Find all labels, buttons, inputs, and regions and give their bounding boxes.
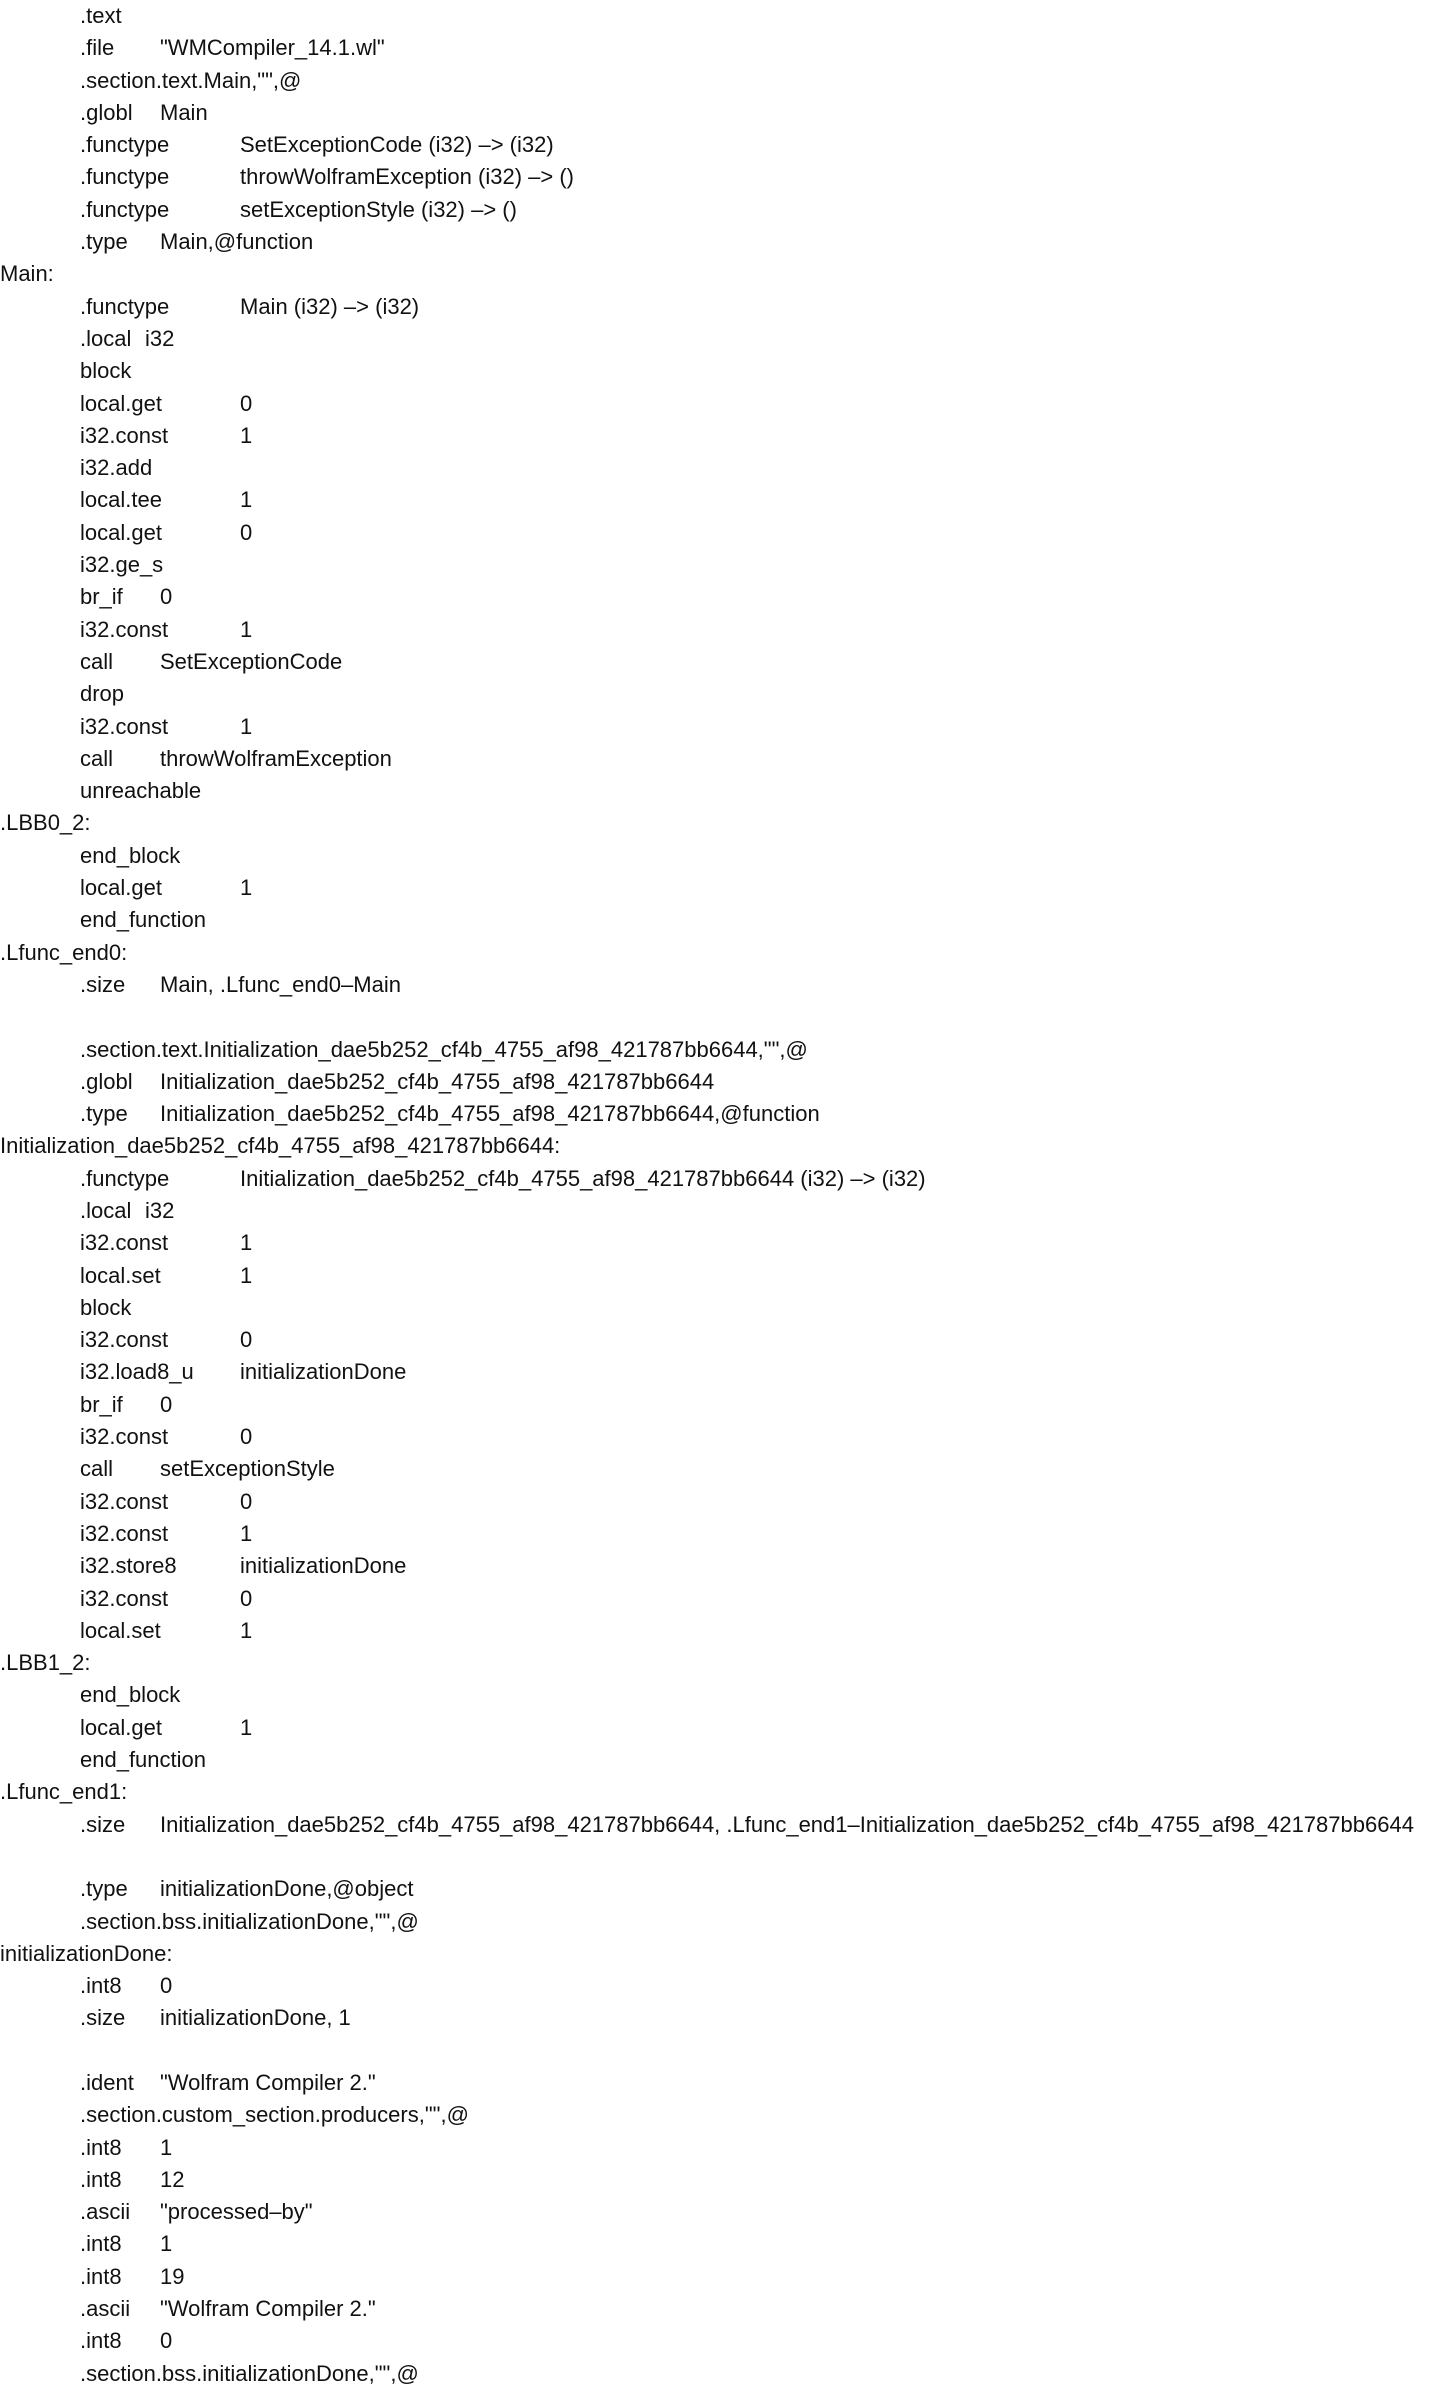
blank-line [0, 1001, 1452, 1033]
code-op: local.get [80, 390, 162, 416]
code-line [0, 2196, 1452, 2228]
code-line [0, 1260, 1452, 1292]
code-line [0, 1066, 1452, 1098]
code-op: .int8 [80, 2263, 122, 2289]
code-op: local.get [80, 519, 162, 545]
code-line [0, 840, 1452, 872]
code-op: local.get [80, 875, 162, 901]
code-line [0, 226, 1452, 258]
code-op: .functype [80, 1165, 170, 1191]
code-op: block [80, 358, 132, 384]
code-op: .functype [80, 164, 170, 190]
code-arg: initializationDone,@object [160, 1876, 414, 1902]
code-arg: i32 [145, 1197, 175, 1223]
code-line [0, 1356, 1452, 1388]
code-line [0, 65, 1452, 97]
code-line [0, 2261, 1452, 2293]
code-line [0, 484, 1452, 516]
code-op: .int8 [80, 2166, 122, 2192]
code-line [0, 1098, 1452, 1130]
code-op: .size [80, 1811, 126, 1837]
code-op: i32.const [80, 713, 169, 739]
code-op: end_block [80, 842, 181, 868]
code-op: .functype [80, 293, 170, 319]
code-arg: Main, .Lfunc_end0–Main [160, 971, 401, 997]
code-line [0, 2067, 1452, 2099]
code-arg: 1 [240, 487, 253, 513]
code-arg: 0 [240, 1488, 253, 1514]
code-arg: 1 [240, 1520, 253, 1546]
code-op: call [80, 1456, 114, 1482]
code-arg: throwWolframException [160, 745, 392, 771]
code-op: .ident [80, 2070, 134, 2095]
code-op: drop [80, 681, 125, 707]
code-line [0, 1873, 1452, 1905]
code-label: Main: [0, 261, 54, 287]
code-op: end_function [80, 1747, 206, 1773]
code-line [0, 1809, 1452, 1841]
code-line [0, 872, 1452, 904]
code-op: i32.add [80, 455, 153, 481]
code-arg: SetExceptionCode [160, 648, 343, 674]
blank-line [0, 2035, 1452, 2067]
code-arg: 1 [240, 1714, 253, 1740]
code-label-line [0, 1647, 1452, 1679]
code-line [0, 420, 1452, 452]
code-op: .section.text.Initialization_dae5b252_cf4b_4755_af98_421787bb6644,"",@ [80, 1036, 808, 1062]
code-op: end_block [80, 1682, 181, 1708]
code-op: .local [80, 1197, 132, 1223]
code-op: i32.const [80, 1424, 169, 1450]
code-op: .functype [80, 196, 170, 222]
code-op: .int8 [80, 2328, 122, 2354]
code-label: initializationDone: [0, 1940, 173, 1966]
code-op: i32.const [80, 422, 169, 448]
code-op: call [80, 648, 114, 674]
code-op: i32.const [80, 616, 169, 642]
code-line [0, 1583, 1452, 1615]
code-line [0, 129, 1452, 161]
code-line [0, 32, 1452, 64]
code-line [0, 711, 1452, 743]
code-arg: "WMCompiler_14.1.wl" [160, 35, 385, 61]
code-op: i32.const [80, 1488, 169, 1514]
code-line [0, 2099, 1452, 2131]
code-arg: "processed–by" [160, 2199, 313, 2225]
code-op: .size [80, 971, 126, 997]
code-arg: 0 [240, 390, 253, 416]
code-line [0, 1227, 1452, 1259]
code-op: i32.const [80, 1327, 169, 1353]
code-line [0, 1486, 1452, 1518]
code-label-line [0, 807, 1452, 839]
code-arg: 0 [160, 584, 173, 610]
code-label: .Lfunc_end0: [0, 939, 128, 965]
code-arg: Initialization_dae5b252_cf4b_4755_af98_421787bb6644 [160, 1068, 715, 1094]
code-op: .file [80, 35, 115, 61]
code-arg: initializationDone [240, 1359, 407, 1385]
code-op: .section.custom_section.producers,"",@ [80, 2102, 469, 2128]
code-line [0, 2358, 1452, 2390]
code-arg: 1 [240, 1262, 253, 1288]
code-op: .type [80, 1101, 128, 1127]
code-arg: 1 [240, 1617, 253, 1643]
code-line [0, 0, 1452, 32]
code-arg: SetExceptionCode (i32) –> (i32) [240, 132, 554, 158]
code-line [0, 969, 1452, 1001]
code-op: .int8 [80, 1973, 122, 1999]
code-arg: 0 [240, 1585, 253, 1611]
code-line [0, 1744, 1452, 1776]
code-arg: 1 [240, 422, 253, 448]
code-line [0, 646, 1452, 678]
code-label-line [0, 937, 1452, 969]
code-arg: 1 [160, 2134, 173, 2160]
code-op: .section.bss.initializationDone,"",@ [80, 1908, 419, 1934]
code-line [0, 1615, 1452, 1647]
code-line [0, 1518, 1452, 1550]
code-line [0, 678, 1452, 710]
code-line [0, 2325, 1452, 2357]
code-op: end_function [80, 907, 206, 933]
code-line [0, 194, 1452, 226]
code-op: i32.const [80, 1230, 169, 1256]
code-op: .functype [80, 132, 170, 158]
code-line [0, 1034, 1452, 1066]
code-arg: 1 [160, 2231, 173, 2257]
code-arg: "Wolfram Compiler 2." [160, 2070, 376, 2095]
code-line [0, 1389, 1452, 1421]
code-arg: setExceptionStyle [160, 1456, 335, 1482]
code-line [0, 388, 1452, 420]
code-arg: Main [160, 99, 208, 125]
code-line [0, 1970, 1452, 2002]
code-line [0, 2293, 1452, 2325]
code-line [0, 2002, 1452, 2034]
code-op: i32.const [80, 1520, 169, 1546]
code-arg: Main,@function [160, 229, 314, 255]
code-arg: 0 [240, 1424, 253, 1450]
code-line [0, 2164, 1452, 2196]
code-line [0, 1906, 1452, 1938]
code-line [0, 775, 1452, 807]
code-arg: 12 [160, 2166, 185, 2192]
code-op: local.tee [80, 487, 162, 513]
code-op: i32.load8_u [80, 1359, 194, 1385]
code-arg: 0 [160, 1973, 173, 1999]
code-arg: throwWolframException (i32) –> () [240, 164, 574, 190]
code-line [0, 452, 1452, 484]
code-arg: 0 [240, 1327, 253, 1353]
code-op: .section.bss.initializationDone,"",@ [80, 2360, 419, 2386]
code-label-line [0, 1130, 1452, 1162]
code-arg: Initialization_dae5b252_cf4b_4755_af98_421787bb6644,@function [160, 1101, 820, 1127]
code-op: .type [80, 1876, 128, 1902]
code-arg: 19 [160, 2263, 185, 2289]
code-op: unreachable [80, 778, 202, 804]
code-line [0, 517, 1452, 549]
code-line [0, 2132, 1452, 2164]
code-arg: 1 [240, 616, 253, 642]
code-line [0, 1324, 1452, 1356]
code-line [0, 1292, 1452, 1324]
code-label: .Lfunc_end1: [0, 1779, 128, 1805]
code-line [0, 549, 1452, 581]
code-line [0, 904, 1452, 936]
code-label-line [0, 258, 1452, 290]
code-line [0, 161, 1452, 193]
code-op: i32.ge_s [80, 552, 164, 578]
code-op: block [80, 1294, 132, 1320]
code-label-line [0, 1776, 1452, 1808]
code-line [0, 323, 1452, 355]
code-arg: Main (i32) –> (i32) [240, 293, 420, 319]
code-line [0, 291, 1452, 323]
code-line [0, 1163, 1452, 1195]
code-arg: "Wolfram Compiler 2." [160, 2296, 376, 2322]
code-label: .LBB0_2: [0, 810, 91, 836]
code-op: .local [80, 325, 132, 351]
code-op: local.set [80, 1617, 161, 1643]
code-line [0, 1550, 1452, 1582]
code-op: i32.store8 [80, 1553, 177, 1579]
code-op: i32.const [80, 1585, 169, 1611]
blank-line [0, 1841, 1452, 1873]
code-op: local.get [80, 1714, 162, 1740]
code-line [0, 581, 1452, 613]
code-arg: setExceptionStyle (i32) –> () [240, 196, 517, 222]
code-op: .ascii [80, 2199, 131, 2225]
code-op: .globl [80, 99, 133, 125]
code-op: local.set [80, 1262, 161, 1288]
code-line [0, 355, 1452, 387]
code-arg: initializationDone [240, 1553, 407, 1579]
code-op: call [80, 745, 114, 771]
code-arg: 1 [240, 875, 253, 901]
code-line [0, 1712, 1452, 1744]
code-line [0, 1421, 1452, 1453]
code-label: Initialization_dae5b252_cf4b_4755_af98_421787bb6644: [0, 1133, 561, 1159]
code-op: .type [80, 229, 128, 255]
code-op: .size [80, 2005, 126, 2031]
code-op: .int8 [80, 2231, 122, 2257]
code-line [0, 1195, 1452, 1227]
code-op: .int8 [80, 2134, 122, 2160]
code-op: .section.text.Main,"",@ [80, 67, 302, 93]
code-op: br_if [80, 584, 123, 610]
code-op: .globl [80, 1068, 133, 1094]
code-arg: Initialization_dae5b252_cf4b_4755_af98_421787bb6644, .Lfunc_end1–Initialization_dae5b252_cf4b_4755_af98_421787bb6644 [160, 1811, 1414, 1837]
code-arg: 0 [240, 519, 253, 545]
code-line [0, 614, 1452, 646]
code-arg: 0 [160, 1391, 173, 1417]
code-line [0, 2228, 1452, 2260]
code-arg: 1 [240, 1230, 253, 1256]
code-arg: 0 [160, 2328, 173, 2354]
code-op: .text [80, 3, 122, 28]
code-arg: 1 [240, 713, 253, 739]
code-op: br_if [80, 1391, 123, 1417]
code-line [0, 1453, 1452, 1485]
code-arg: initializationDone, 1 [160, 2005, 351, 2031]
code-arg: Initialization_dae5b252_cf4b_4755_af98_421787bb6644 (i32) –> (i32) [240, 1165, 926, 1191]
code-label-line [0, 1938, 1452, 1970]
code-line [0, 97, 1452, 129]
code-line [0, 743, 1452, 775]
code-label: .LBB1_2: [0, 1650, 91, 1676]
code-arg: i32 [145, 325, 175, 351]
code-op: .ascii [80, 2296, 131, 2322]
code-line [0, 1679, 1452, 1711]
